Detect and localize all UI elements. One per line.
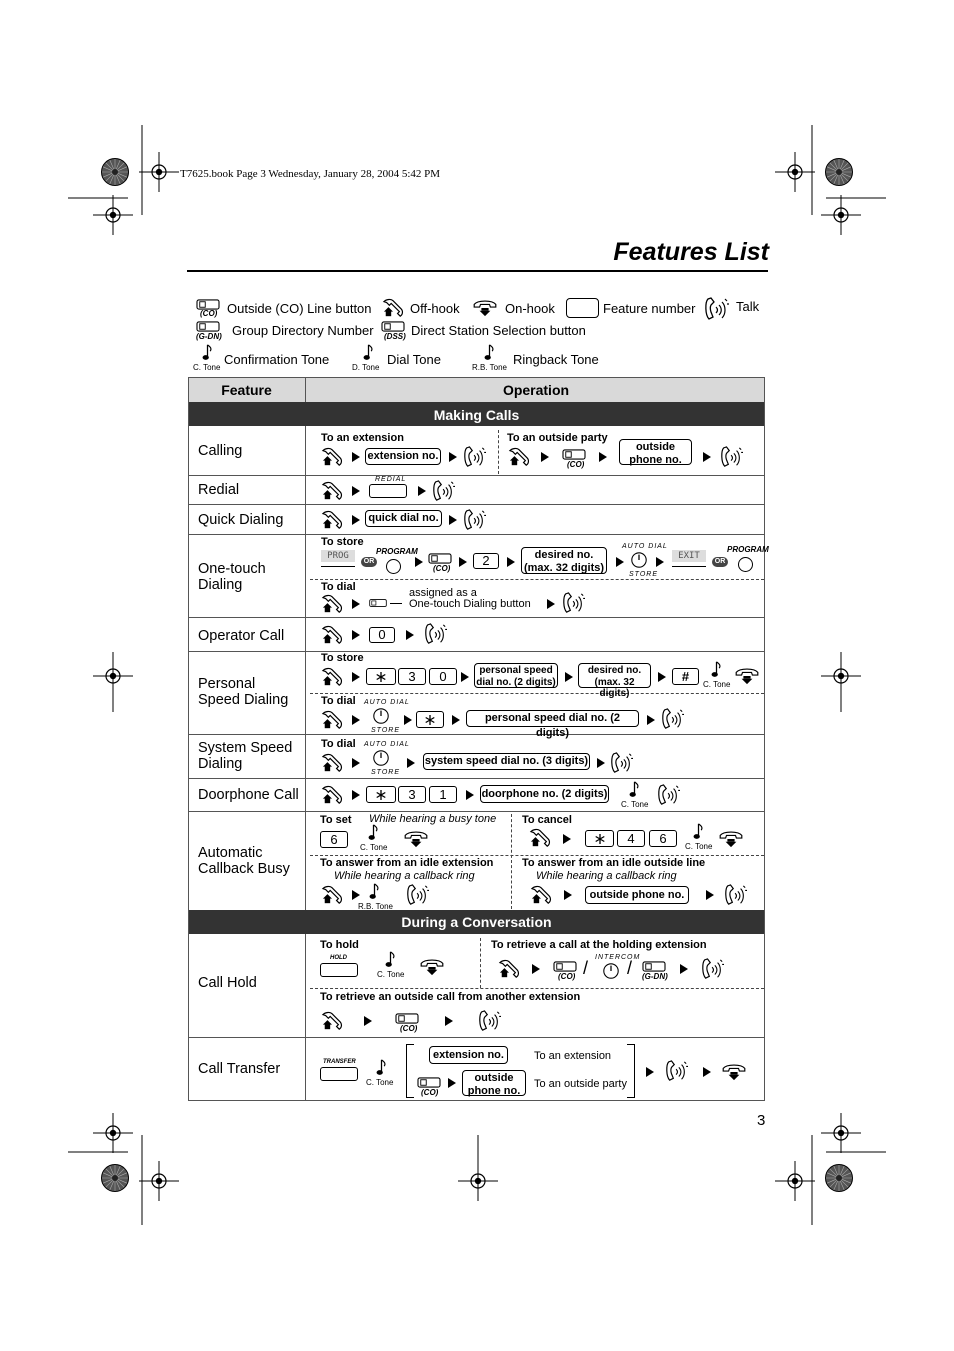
- transfer-option: To an extension: [534, 1050, 612, 1062]
- talk-icon: [463, 446, 487, 468]
- c-tone-caption: C. Tone: [703, 680, 731, 689]
- off-hook-icon: [320, 710, 344, 730]
- auto-dial-caption: AUTO DIAL: [622, 543, 668, 550]
- co-button-icon: [428, 553, 452, 564]
- outside-number-box: outside phone no.: [585, 886, 689, 904]
- c-tone-caption: C. Tone: [621, 800, 649, 809]
- legend-conf-tone: Confirmation Tone: [224, 352, 330, 367]
- c-tone-caption: C. Tone: [377, 970, 405, 979]
- key-caption: HOLD: [330, 955, 347, 961]
- section-during-conversation: During a Conversation: [189, 910, 764, 934]
- auto-dial-caption: AUTO DIAL: [364, 741, 410, 748]
- on-hook-icon: [721, 1063, 747, 1081]
- off-hook-icon: [320, 667, 344, 687]
- dss-tag: (DSS): [384, 332, 406, 341]
- feature-number-box: [566, 298, 599, 318]
- c-tone-icon: [376, 1059, 387, 1077]
- prog-key: PROG: [321, 550, 355, 562]
- digit-key: 6: [649, 830, 677, 847]
- off-hook-icon: [320, 510, 344, 530]
- star-icon: [594, 833, 606, 845]
- off-hook-icon: [320, 447, 344, 467]
- assigned-text-2: One-touch Dialing button: [409, 598, 531, 610]
- personal-speed-box: personal speed dial no. (2 digits): [474, 663, 558, 688]
- digit-key: 1: [429, 786, 457, 803]
- c-tone-icon: [629, 781, 640, 799]
- note-text: While hearing a callback ring: [334, 870, 475, 882]
- on-hook-icon: [718, 830, 744, 848]
- off-hook-icon: [381, 298, 405, 318]
- feature-label: One-touch Dialing: [198, 561, 266, 593]
- desired-number-box: desired no. (max. 32 digits): [521, 547, 607, 574]
- bracket-right: [627, 1044, 635, 1098]
- talk-icon: [701, 958, 725, 980]
- sub-heading: To dial: [321, 738, 356, 750]
- page-title: Features List: [613, 238, 769, 266]
- col-feature: Feature: [221, 382, 272, 398]
- legend-talk: Talk: [736, 299, 760, 314]
- gdn-tag: (G-DN): [642, 972, 668, 981]
- talk-icon: [478, 1010, 502, 1032]
- off-hook-icon: [529, 885, 553, 905]
- slash: /: [583, 958, 589, 978]
- off-hook-icon: [320, 1011, 344, 1031]
- star-key: [585, 830, 614, 847]
- rb-tone-caption: R.B. Tone: [472, 363, 507, 372]
- c-tone-icon: [711, 661, 722, 679]
- talk-icon: [562, 592, 586, 614]
- digit-key: 2: [473, 553, 499, 569]
- note-text: While hearing a callback ring: [536, 870, 677, 882]
- d-tone-icon: [363, 344, 374, 362]
- bracket-left: [406, 1044, 414, 1098]
- rb-tone-icon: [369, 883, 380, 901]
- on-hook-icon: [734, 667, 760, 685]
- talk-icon: [424, 623, 448, 645]
- key-caption: TRANSFER: [323, 1059, 356, 1065]
- co-tag: (CO): [558, 972, 576, 981]
- c-tone-caption: C. Tone: [193, 363, 221, 372]
- star-key: [416, 711, 444, 728]
- slash: /: [627, 958, 633, 978]
- feature-label: Call Hold: [198, 975, 257, 991]
- feature-label: Calling: [198, 443, 243, 459]
- feature-label: System Speed Dialing: [198, 740, 293, 772]
- sub-heading: To set: [320, 814, 352, 826]
- co-tag: (CO): [567, 460, 585, 469]
- feature-label: Doorphone Call: [198, 787, 299, 803]
- sub-heading: To retrieve an outside call from another extension: [320, 991, 581, 1003]
- desired-number-box: desired no. (max. 32 digits): [578, 663, 651, 688]
- assigned-text-1: assigned as a: [409, 587, 477, 599]
- off-hook-icon: [320, 594, 344, 614]
- dss-button-icon: [381, 321, 405, 332]
- off-hook-icon: [497, 959, 521, 979]
- star-icon: [424, 714, 436, 726]
- key-caption: REDIAL: [375, 476, 407, 483]
- intercom-caption: INTERCOM: [595, 954, 641, 961]
- sub-heading: To store: [321, 536, 364, 548]
- sub-heading: To cancel: [522, 814, 572, 826]
- on-hook-icon: [472, 299, 498, 317]
- star-key: [366, 786, 396, 803]
- talk-icon: [432, 480, 456, 502]
- rb-tone-caption: R.B. Tone: [358, 902, 393, 911]
- sub-heading: To retrieve a call at the holding extension: [491, 939, 707, 951]
- digit-key: 6: [320, 831, 348, 848]
- sub-heading: To answer from an idle extension: [320, 857, 494, 869]
- program-button: [738, 557, 753, 572]
- talk-icon: [704, 297, 730, 321]
- transfer-option: To an outside party: [534, 1078, 627, 1090]
- legend-co-line: Outside (CO) Line button: [227, 301, 372, 316]
- c-tone-caption: C. Tone: [360, 843, 388, 852]
- digit-key: 0: [429, 668, 457, 685]
- c-tone-caption: C. Tone: [366, 1078, 394, 1087]
- on-hook-icon: [419, 958, 445, 976]
- one-touch-button-icon: [369, 598, 387, 608]
- feature-label: Personal Speed Dialing: [198, 676, 289, 708]
- hash-key: #: [672, 668, 699, 685]
- section-making-calls: Making Calls: [189, 402, 764, 426]
- legend-ringback-tone: Ringback Tone: [513, 352, 599, 367]
- talk-icon: [661, 708, 685, 730]
- talk-icon: [406, 884, 430, 906]
- auto-dial-icon: [372, 707, 390, 725]
- auto-dial-caption: AUTO DIAL: [364, 699, 410, 706]
- talk-icon: [610, 752, 634, 774]
- legend-gdn: Group Directory Number: [232, 323, 374, 338]
- off-hook-icon: [320, 625, 344, 645]
- co-tag: (CO): [200, 309, 218, 318]
- gdn-button-icon: [642, 961, 666, 972]
- legend-dial-tone: Dial Tone: [387, 352, 441, 367]
- legend-feature-number: Feature number: [603, 301, 696, 316]
- outside-number-box: outside phone no.: [462, 1070, 526, 1096]
- feature-label: Call Transfer: [198, 1061, 281, 1077]
- digit-key: 3: [398, 786, 426, 803]
- digit-key: 0: [369, 627, 395, 643]
- star-icon: [375, 671, 387, 683]
- sub-heading: To an extension: [321, 432, 404, 444]
- feature-label: Automatic Callback Busy: [198, 845, 290, 877]
- redial-key: [369, 484, 407, 498]
- personal-speed-box: personal speed dial no. (2 digits): [466, 710, 639, 727]
- talk-icon: [463, 509, 487, 531]
- talk-icon: [720, 446, 744, 468]
- d-tone-caption: D. Tone: [352, 363, 380, 372]
- talk-icon: [665, 1060, 689, 1082]
- sub-heading: To dial: [321, 581, 356, 593]
- doorphone-box: doorphone no. (2 digits): [480, 785, 609, 803]
- book-header: T7625.book Page 3 Wednesday, January 28, 2004 5:42 PM: [180, 168, 441, 180]
- title-rule: [187, 270, 768, 272]
- co-tag: (CO): [400, 1024, 418, 1033]
- feature-label: Operator Call: [198, 628, 285, 644]
- rb-tone-icon: [484, 344, 495, 362]
- off-hook-icon: [528, 828, 552, 848]
- off-hook-icon: [507, 447, 531, 467]
- legend-on-hook: On-hook: [505, 301, 555, 316]
- feature-label: Quick Dialing: [198, 512, 284, 528]
- co-button-icon: [553, 961, 577, 972]
- quick-dial-box: quick dial no.: [365, 510, 442, 527]
- store-caption: STORE: [371, 769, 400, 776]
- auto-dial-icon: [372, 749, 390, 767]
- digit-key: 3: [398, 668, 426, 685]
- c-tone-icon: [693, 823, 704, 841]
- note-text: While hearing a busy tone: [369, 813, 497, 825]
- extension-number-box: extension no.: [429, 1046, 508, 1064]
- system-speed-box: system speed dial no. (3 digits): [423, 753, 590, 770]
- c-tone-icon: [202, 344, 213, 362]
- outside-number-box: outside phone no.: [619, 439, 692, 465]
- program-caption: PROGRAM: [727, 545, 769, 554]
- off-hook-icon: [320, 753, 344, 773]
- sub-heading: To answer from an idle outside line: [522, 857, 706, 869]
- on-hook-icon: [403, 830, 429, 848]
- program-button: [386, 559, 401, 574]
- legend-off-hook: Off-hook: [410, 301, 460, 316]
- sub-heading: To store: [321, 652, 364, 664]
- exit-key: EXIT: [672, 550, 706, 562]
- sub-heading: To an outside party: [507, 432, 608, 444]
- col-operation: Operation: [502, 382, 570, 398]
- talk-icon: [724, 884, 748, 906]
- talk-icon: [657, 784, 681, 806]
- co-tag: (CO): [421, 1088, 439, 1097]
- co-tag: (CO): [433, 564, 451, 573]
- hold-key: [320, 963, 358, 977]
- co-button-icon: [562, 449, 586, 460]
- intercom-icon: [602, 962, 620, 980]
- extension-number-box: extension no.: [365, 448, 441, 465]
- digit-key: 4: [617, 830, 645, 847]
- legend-dss: Direct Station Selection button: [411, 323, 586, 338]
- or-badge: OR: [361, 557, 377, 567]
- c-tone-icon: [385, 951, 396, 969]
- star-key: [366, 668, 396, 685]
- c-tone-caption: C. Tone: [685, 842, 713, 851]
- sub-heading: To dial: [321, 695, 356, 707]
- sub-heading: To hold: [320, 939, 359, 951]
- co-button-icon: [417, 1077, 441, 1088]
- transfer-key: [320, 1067, 358, 1081]
- co-button-icon: [395, 1013, 419, 1024]
- off-hook-icon: [320, 481, 344, 501]
- feature-label: Redial: [198, 482, 240, 498]
- gdn-tag: (G-DN): [196, 332, 222, 341]
- store-caption: STORE: [371, 727, 400, 734]
- c-tone-icon: [368, 824, 379, 842]
- store-caption: STORE: [629, 571, 658, 578]
- page-number: 3: [757, 1112, 766, 1129]
- off-hook-icon: [320, 885, 344, 905]
- gdn-button-icon: [196, 321, 220, 332]
- star-icon: [375, 789, 387, 801]
- program-caption: PROGRAM: [376, 547, 418, 556]
- auto-dial-icon: [630, 551, 648, 569]
- off-hook-icon: [320, 785, 344, 805]
- or-badge: OR: [712, 557, 728, 567]
